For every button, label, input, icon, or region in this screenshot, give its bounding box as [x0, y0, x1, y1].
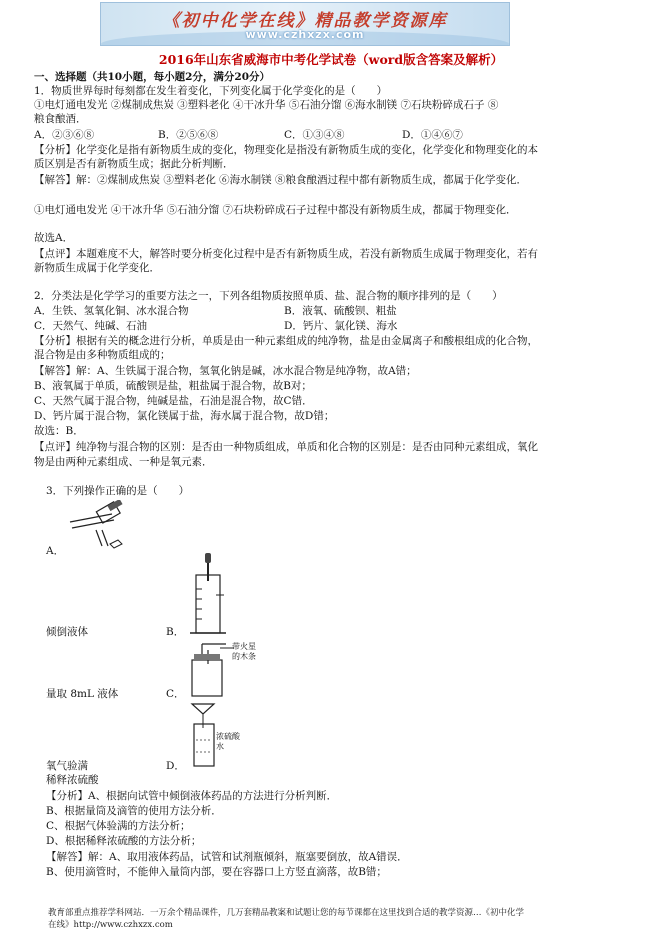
q1-option-c: C．①③④⑧	[284, 129, 345, 141]
q2-stem: 2．分类法是化学学习的重要方法之一，下列各组物质按照单质、盐、混合物的顺序排列的是（ ）	[34, 290, 503, 302]
q2-option-b: B．液氧、硫酸钡、粗盐	[284, 305, 397, 317]
q3-caption-b: 量取 8mL 液体	[46, 688, 119, 700]
q3-analysis-1: 【分析】A、根据向试管中倾倒液体药品的方法进行分析判断．	[46, 790, 338, 802]
q3-option-d: D．	[166, 760, 185, 772]
q1-items-line2: 粮食酿酒．	[34, 113, 87, 125]
q3-analysis-3: C、根据气体验满的方法分析；	[46, 820, 191, 832]
q2-option-c: C．天然气、纯碱、石油	[34, 320, 148, 332]
q3-analysis-4: D、根据稀释浓硫酸的方法分析；	[46, 835, 202, 847]
q1-items-line1: ①电灯通电发光 ②煤制成焦炭 ③塑料老化 ④干冰升华 ⑤石油分馏 ⑥海水制镁 ⑦石块粉碎成石子 ⑧	[34, 99, 499, 111]
q3-stem: 3．下列操作正确的是（ ）	[46, 485, 190, 497]
q1-analysis-2: 质区别是否有新物质生成；据此分析判断．	[34, 158, 234, 170]
banner-url[interactable]: www.czhxzx.com	[245, 28, 365, 41]
q3-caption-d: 稀释浓硫酸	[46, 774, 99, 786]
q2-answer-4: D、钙片属于混合物，氯化镁属于盐，海水属于混合物，故D错；	[34, 410, 335, 422]
q3-answer-2: B、使用滴管时，不能伸入量筒内部，要在容器口上方竖直滴落，故B错；	[46, 866, 387, 878]
label-acid-water: 浓硫酸水	[216, 732, 240, 751]
q3-option-c: C．	[166, 688, 185, 700]
q2-comment-2: 物是由两种元素组成、一种是氧元素．	[34, 456, 213, 468]
q2-answer-3: C、天然气属于混合物，纯碱是盐，石油是混合物，故C错．	[34, 395, 313, 407]
footer-line-2[interactable]: 在线》http://www.czhxzx.com	[48, 920, 173, 930]
q1-option-a: A．②③⑥⑧	[34, 129, 95, 141]
site-banner	[100, 2, 510, 46]
q1-option-b: B．②⑤⑥⑧	[158, 129, 219, 141]
q3-option-b: B．	[166, 626, 185, 638]
label-glowing-splint: 带火星的木条	[232, 642, 256, 661]
q1-option-d: D．①④⑥⑦	[402, 129, 463, 141]
figure-measure-liquid	[188, 553, 228, 638]
footer-line-1: 教育部重点推荐学科网站．一万余个精品课件，几万套精品教案和试题让您的每节课都在这里找到合适的教学资源…《初中化学	[48, 908, 525, 918]
q3-option-a: A．	[46, 545, 65, 557]
q2-choose: 故选：B．	[34, 425, 84, 437]
q1-comment-1: 【点评】本题难度不大，解答时要分析变化过程中是否有新物质生成，若没有新物质生成属于物理变化，若有	[34, 248, 538, 260]
q1-answer-2: ①电灯通电发光 ④干冰升华 ⑤石油分馏 ⑦石块粉碎成石子过程中都没有新物质生成，都属于物理变化．	[34, 204, 517, 216]
q2-option-d: D．钙片、氯化镁、海水	[284, 320, 398, 332]
page-footer	[48, 907, 524, 931]
q2-analysis-2: 混合物是由多种物质组成的；	[34, 349, 171, 361]
q2-answer-1: 【解答】解：A、生铁属于混合物，氢氧化钠是碱，冰水混合物是纯净物，故A错；	[34, 365, 417, 377]
q2-analysis-1: 【分析】根据有关的概念进行分析，单质是由一种元素组成的纯净物，盐是由金属离子和酸根组成的化合物，	[34, 335, 538, 347]
q1-analysis-1: 【分析】化学变化是指有新物质生成的变化，物理变化是指没有新物质生成的变化，化学变化和物理变化的本	[34, 144, 538, 156]
document-title: 2016年山东省威海市中考化学试卷（word版含答案及解析）	[158, 52, 504, 67]
q1-comment-2: 新物质生成属于化学变化．	[34, 262, 160, 274]
q2-answer-2: B、液氧属于单质，硫酸钡是盐，粗盐属于混合物，故B对；	[34, 380, 312, 392]
banner-title: 《初中化学在线》精品教学资源库	[162, 11, 448, 31]
q3-caption-c: 氧气验满	[46, 760, 88, 772]
q3-caption-a: 倾倒液体	[46, 626, 88, 638]
q3-analysis-2: B、根据量筒及滴管的使用方法分析．	[46, 805, 222, 817]
q1-choose: 故选A．	[34, 232, 74, 244]
figure-pour-liquid	[62, 500, 132, 555]
q1-stem: 1．物质世界每时每刻都在发生着变化，下列变化属于化学变化的是（ ）	[34, 85, 388, 97]
q1-answer-1: 【解答】解：②煤制成焦炭 ③塑料老化 ⑥海水制镁 ⑧粮食酿酒过程中都有新物质生成，都属于化学变化．	[34, 174, 528, 186]
q3-answer-1: 【解答】解：A、取用液体药品，试管和试剂瓶倾斜，瓶塞要倒放，故A错误．	[46, 851, 408, 863]
section-heading: 一、选择题（共10小题，每小题2分，满分20分）	[34, 71, 271, 83]
q2-option-a: A．生铁、氢氧化铜、冰水混合物	[34, 305, 189, 317]
q2-comment-1: 【点评】纯净物与混合物的区别：是否由一种物质组成，单质和化合物的区别是：是否由同种元素组成，氧化	[34, 441, 538, 453]
